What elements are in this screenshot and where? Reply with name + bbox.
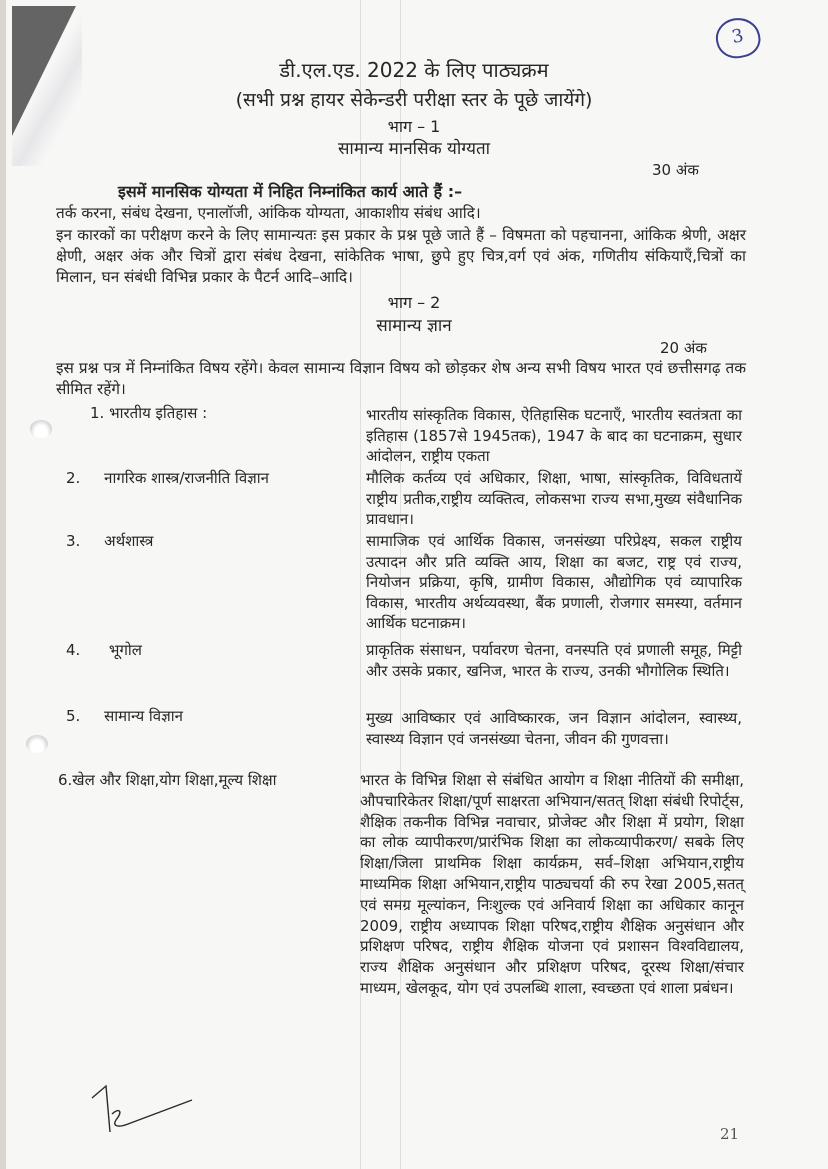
subject-label-economics: 3. अर्थशास्त्र [66, 532, 154, 550]
part1-label: भाग – 1 [387, 117, 441, 136]
subject-label-geography: 4. भूगोल [66, 641, 142, 659]
handwritten-circled-number: 3 [712, 14, 763, 62]
document-subtitle: (सभी प्रश्न हायर सेकेन्डरी परीक्षा स्तर के पूछे जायेंगे) [235, 89, 593, 111]
subject-desc-geography: प्राकृतिक संसाधन, पर्यावरण चेतना, वनस्पति एवं प्रणाली समूह, मिट्टी और उसके प्रकार, खनिज, भारत के राज्य, उनकी भौगोलिक स्थिति। [366, 641, 742, 680]
part1-title: सामान्य मानसिक योग्यता [337, 139, 491, 159]
subject-label-sports-education: 6.खेल और शिक्षा,योग शिक्षा,मूल्य शिक्षा [58, 771, 277, 789]
subject-desc-sports-education: भारत के विभिन्न शिक्षा से संबंधित आयोग व शिक्षा नीतियों की समीक्षा, औपचारिकेतर शिक्षा/पूर्ण साक्षरता अभियान/सतत् शिक्षा संबंधी रिपोर्ट्स, शैक्षिक तकनीक विभिन्न नवाचार, प्रोजेक्ट और शिक्षा में प्रयोग, शिक्षा का लोक व्यापीकरण/प्रारंभिक शिक्षा का लोकव्यापीकरण/ सबके लिए शिक्षा/जिला प्राथमिक शिक्षा कार्यक्रम, सर्व–शिक्षा अभियान,राष्ट्रीय माध्यमिक शिक्षा अभियान,राष्ट्रीय पाठ्यचर्या की रुप रेखा 2005,सतत् एवं समग्र मूल्यांकन, निःशुल्क एवं अनिवार्य शिक्षा का अधिकार कानून 2009, राष्ट्रीय अध्यापक शिक्षा परिषद,राष्ट्रीय शैक्षिक अनुसंधान और प्रशिक्षण परिषद, राष्ट्रीय शैक्षिक योजना एवं प्रशासन विश्वविद्यालय, राज्य शैक्षिक अनुसंधान और प्रशिक्षण परिषद, दूरस्थ शिक्षा/संचार माध्यम, खेलकूद, योग एवं उपलब्धि शाला, स्वच्छता एवं शाला प्रबंधन। [360, 771, 744, 997]
subject-desc-civics: मौलिक कर्तव्य एवं अधिकार, शिक्षा, भाषा, सांस्कृतिक, विविधतायें राष्ट्रीय प्रतीक,राष्ट्रीय व्यक्तित्व, लोकसभा राज्य सभा,मुख्य संवैधानिक प्रावधान। [366, 469, 742, 528]
subject-desc-history: भारतीय सांस्कृतिक विकास, ऐतिहासिक घटनाएँ, भारतीय स्वतंत्रता का इतिहास (1857से 1945तक), 1947 के बाद का घटनाक्रम, सुधार आंदोलन, राष्ट्रीय एकता [366, 406, 742, 465]
part1-marks: 30 अंक [652, 161, 699, 179]
subject-desc-general-science: मुख्य आविष्कार एवं आविष्कारक, जन विज्ञान आंदोलन, स्वास्थ्य, स्वास्थ्य विज्ञान एवं जनसंख्या चेतना, जीवन की गुणवत्ता। [366, 709, 742, 748]
page-number: 21 [720, 1125, 740, 1143]
page-edge [0, 0, 6, 1169]
punch-hole-icon [30, 420, 52, 438]
part2-intro: इस प्रश्न पत्र में निम्नांकित विषय रहेंगे। केवल सामान्य विज्ञान विषय को छोड़कर शेष अन्य सभी विषय भारत एवं छत्तीसगढ़ तक सीमित रहेंगे। [56, 359, 746, 398]
subject-label-general-science: 5. सामान्य विज्ञान [66, 707, 183, 725]
punch-hole-icon [26, 735, 48, 753]
subject-label-history: 1. भारतीय इतिहास : [90, 404, 208, 422]
document-title: डी.एल.एड. 2022 के लिए पाठ्यक्रम [279, 58, 549, 82]
signature-icon [88, 1080, 198, 1140]
part1-intro-heading: इसमें मानसिक योग्यता में निहित निम्नांकित कार्य आते हैं :– [118, 182, 463, 201]
part2-title: सामान्य ज्ञान [376, 316, 452, 336]
part1-line1: तर्क करना, संबंध देखना, एनालॉजी, आंकिक योग्यता, आकाशीय संबंध आदि। [56, 204, 481, 222]
part2-marks: 20 अंक [660, 339, 707, 357]
part2-label: भाग – 2 [387, 293, 441, 312]
subject-label-civics: 2. नागरिक शास्त्र/राजनीति विज्ञान [66, 469, 269, 487]
part1-line2: इन कारकों का परीक्षण करने के लिए सामान्यतः इस प्रकार के प्रश्न पूछे जाते हैं – विषमता को पहचानना, आंकिक श्रेणी, अक्षर क्षेणी, अक्षर अंक और चित्रों द्वारा संबंध देखना, सांकेतिक भाषा, छुपे हुए चित्र,वर्ग एवं अंक, गणितीय संकियाएँ,चित्रों का मिलान, घन संबंधी विभिन्न प्रकार के पैटर्न आदि–आदि। [56, 226, 746, 286]
subject-desc-economics: सामाजिक एवं आर्थिक विकास, जनसंख्या परिप्रेक्ष्य, सकल राष्ट्रीय उत्पादन और प्रति व्यक्ति आय, शिक्षा का बजट, राष्ट्र एवं राज्य, नियोजन प्रक्रिया, कृषि, ग्रामीण विकास, औद्योगिक एवं व्यापारिक विकास, भारतीय अर्थव्यवस्था, बैंक प्रणाली, रोजगार समस्या, वर्तमान आर्थिक घटनाक्रम। [366, 532, 742, 632]
